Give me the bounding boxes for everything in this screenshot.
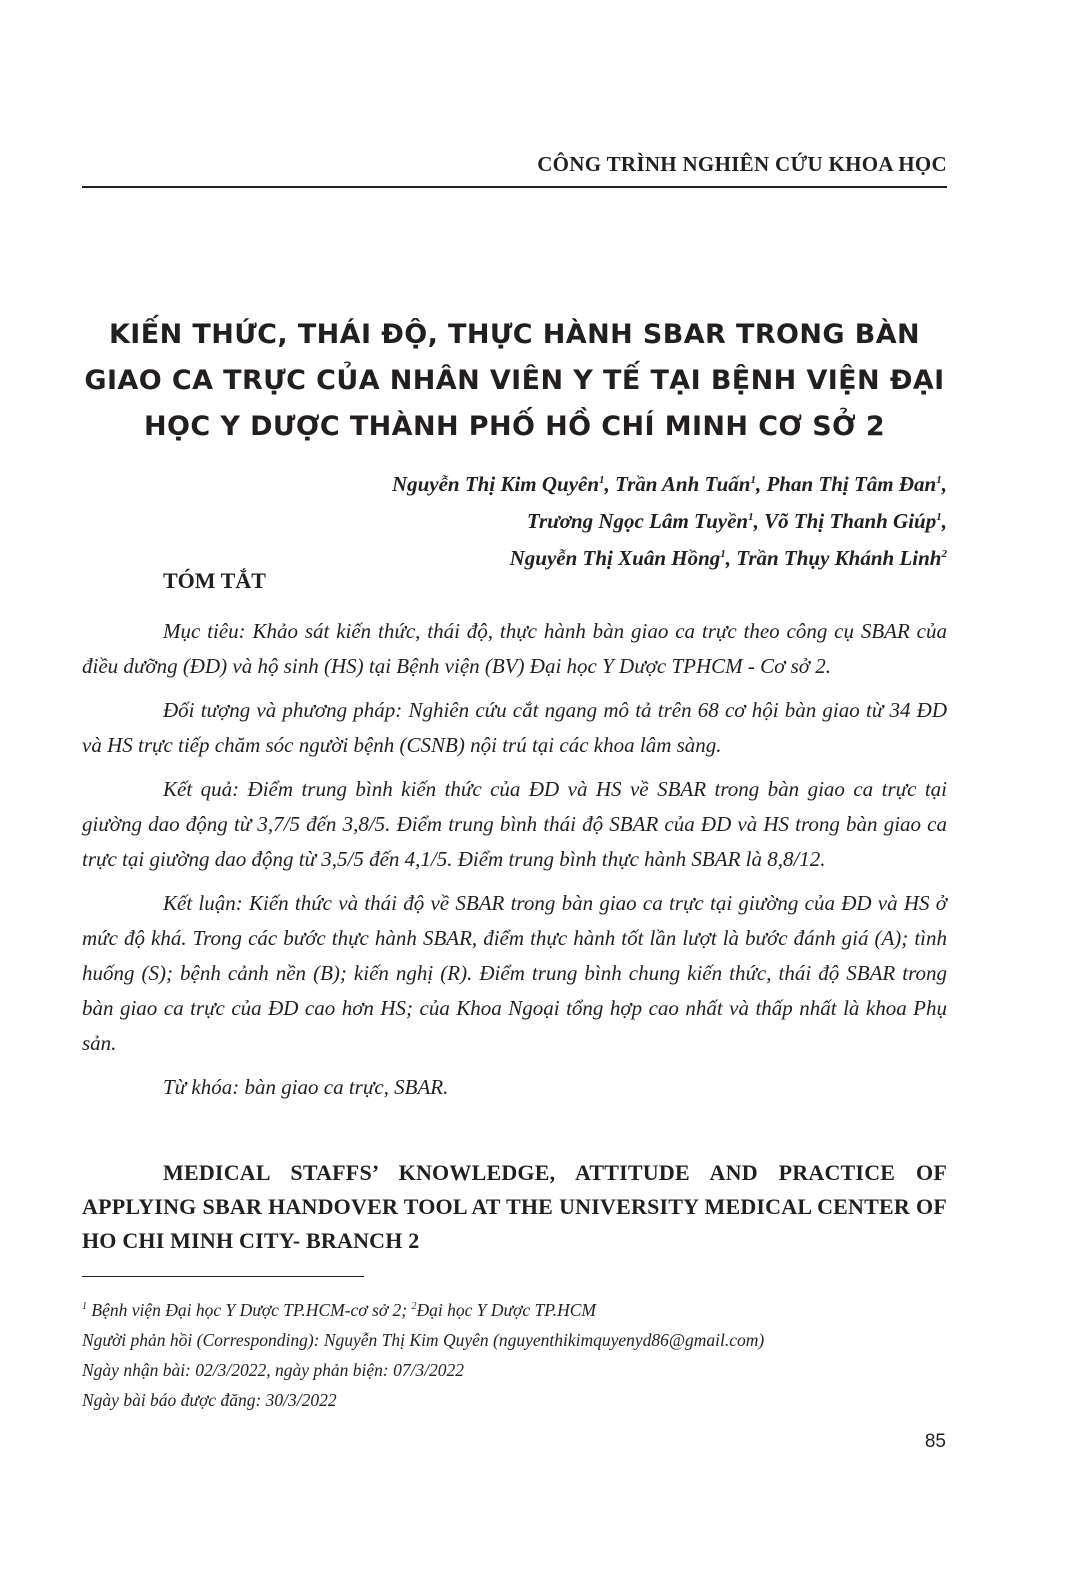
author-affiliation-mark: 1	[750, 474, 756, 486]
author-affiliation-mark: 1	[936, 474, 942, 486]
abstract-heading: TÓM TẮT	[163, 568, 266, 593]
author-affiliation-mark: 2	[941, 548, 947, 560]
author-name: Phan Thị Tâm Đan	[766, 472, 937, 496]
author-affiliation-mark: 1	[599, 474, 605, 486]
english-title: MEDICAL STAFFS’ KNOWLEDGE, ATTITUDE AND PRACTICE OF APPLYING SBAR HANDOVER TOOL AT THE UNIVERSITY MEDICAL CENTER OF HO CHI MINH CITY- BRANCH 2	[82, 1160, 947, 1253]
footnote-corresponding: Người phản hồi (Corresponding): Nguyễn Thị Kim Quyên (nguyenthikimquyenyd86@gmail.com)	[82, 1329, 765, 1350]
abstract-results: Kết quả: Điểm trung bình kiến thức của ĐD và HS về SBAR trong bàn giao ca trực tại giường dao động từ 3,7/5 đến 3,8/5. Điểm trung bình thái độ SBAR của ĐD và HS trong bàn giao ca trực tại giường dao động từ 3,5/5 đến 4,1/5. Điểm trung bình thực hành SBAR là 8,8/12.	[82, 777, 947, 871]
title-line-3: HỌC Y DƯỢC THÀNH PHỐ HỒ CHÍ MINH CƠ SỞ 2	[143, 411, 886, 442]
page-number: 85	[924, 1431, 946, 1452]
footnotes	[82, 1292, 947, 1415]
author-affiliation-mark: 1	[720, 548, 726, 560]
abstract-objective: Mục tiêu: Khảo sát kiến thức, thái độ, thực hành bàn giao ca trực theo công cụ SBAR của điều dưỡng (ĐD) và hộ sinh (HS) tại Bệnh viện (BV) Đại học Y Dược TPHCM - Cơ sở 2.	[82, 619, 947, 678]
author-name: Trương Ngọc Lâm Tuyền	[526, 509, 749, 533]
title-line-2: GIAO CA TRỰC CỦA NHÂN VIÊN Y TẾ TẠI BỆNH VIỆN ĐẠI	[84, 365, 945, 396]
author-list	[82, 464, 947, 575]
author-name: Trần Anh Tuấn	[615, 472, 751, 496]
affiliation-mark: 1	[82, 1301, 87, 1312]
author-line-1: Nguyễn Thị Kim Quyên$^1$, Trần Anh Tuấn$^1$, Phan Thị Tâm Đan$^1$,	[391, 472, 947, 496]
footnote-rule	[82, 1276, 364, 1277]
author-line-2: Trương Ngọc Lâm Tuyền$^1$, Võ Thị Thanh Giúp$^1$,	[526, 509, 947, 533]
abstract-conclusion: Kết luận: Kiến thức và thái độ về SBAR trong bàn giao ca trực tại giường của ĐD và HS ở mức độ khá. Trong các bước thực hành SBAR, điểm thực hành tốt lần lượt là bước đánh giá (A); tình huống (S); bệnh cảnh nền (B); kiến nghị (R). Điểm trung bình chung kiến thức, thái độ SBAR trong bàn giao ca trực của ĐD cao hơn HS; của Khoa Ngoại tổng hợp cao nhất và thấp nhất là khoa Phụ sản.	[82, 891, 947, 1055]
author-affiliation-mark: 1	[748, 511, 754, 523]
author-name: Võ Thị Thanh Giúp	[764, 509, 937, 533]
affiliation-mark: 2	[411, 1301, 417, 1312]
abstract-methods: Đối tượng và phương pháp: Nghiên cứu cắt ngang mô tả trên 68 cơ hội bàn giao từ 34 ĐD và HS trực tiếp chăm sóc người bệnh (CSNB) nội trú tại các khoa lâm sàng.	[82, 698, 947, 757]
article-title	[82, 312, 947, 450]
author-name: Nguyễn Thị Xuân Hồng	[509, 546, 721, 570]
title-line-1: KIẾN THỨC, THÁI ĐỘ, THỰC HÀNH SBAR TRONG BÀN	[108, 319, 920, 350]
author-line-3: Nguyễn Thị Xuân Hồng$^1$, Trần Thụy Khánh Linh$^2$	[509, 546, 947, 570]
footnote-affiliations: $^1$ Bệnh viện Đại học Y Dược TP.HCM-cơ sở 2; $^2$Đại học Y Dược TP.HCM	[82, 1299, 596, 1320]
abstract-keywords: Từ khóa: bàn giao ca trực, SBAR.	[163, 1075, 449, 1099]
footnote-dates: Ngày nhận bài: 02/3/2022, ngày phản biện: 07/3/2022	[82, 1359, 465, 1380]
author-affiliation-mark: 1	[936, 511, 942, 523]
abstract-body	[82, 614, 947, 1114]
header-rule	[82, 186, 947, 188]
footnote-published: Ngày bài báo được đăng: 30/3/2022	[82, 1389, 337, 1410]
author-name: Trần Thụy Khánh Linh	[736, 546, 942, 570]
author-name: Nguyễn Thị Kim Quyên	[391, 472, 600, 496]
running-header: CÔNG TRÌNH NGHIÊN CỨU KHOA HỌC	[537, 152, 947, 176]
